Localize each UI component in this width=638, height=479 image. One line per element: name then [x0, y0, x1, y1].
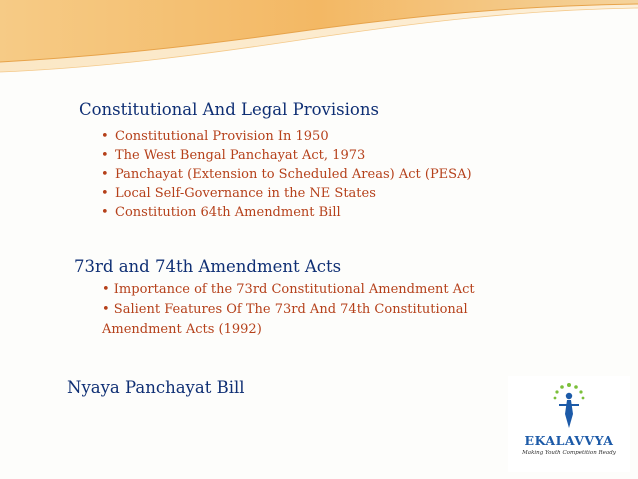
bullet-icon: • — [101, 167, 109, 182]
section-heading-constitutional-provisions: Constitutional And Legal Provisions — [79, 100, 379, 119]
list-item: • Constitutional Provision In 1950 — [101, 129, 329, 144]
bullet-icon: • — [101, 148, 109, 163]
logo-tagline: Making Youth Competition Ready — [522, 450, 616, 456]
list-constitutional-provisions — [101, 127, 472, 222]
ekalavvya-logo — [508, 376, 630, 472]
bullet-icon: • — [101, 129, 109, 144]
bullet-icon: • — [101, 205, 109, 220]
archer-figure-icon — [547, 382, 591, 432]
section-heading-nyaya-panchayat: Nyaya Panchayat Bill — [67, 378, 245, 397]
list-item: • The West Bengal Panchayat Act, 1973 — [101, 148, 366, 163]
list-item: • Panchayat (Extension to Scheduled Areas) Act (PESA) — [101, 167, 472, 182]
section-heading-amendment-acts: 73rd and 74th Amendment Acts — [74, 257, 342, 276]
list-amendment-acts — [102, 280, 475, 340]
list-item: • Importance of the 73rd Constitutional Amendment Act — [102, 282, 475, 297]
list-item: • Salient Features Of The 73rd And 74th Constitutional — [102, 302, 468, 317]
bullet-icon: • — [101, 186, 109, 201]
logo-name: EKALAVVYA — [524, 433, 614, 448]
list-item: • Constitution 64th Amendment Bill — [101, 205, 341, 220]
list-item: • Local Self-Governance in the NE States — [101, 186, 376, 201]
list-item: Amendment Acts (1992) — [102, 322, 262, 337]
